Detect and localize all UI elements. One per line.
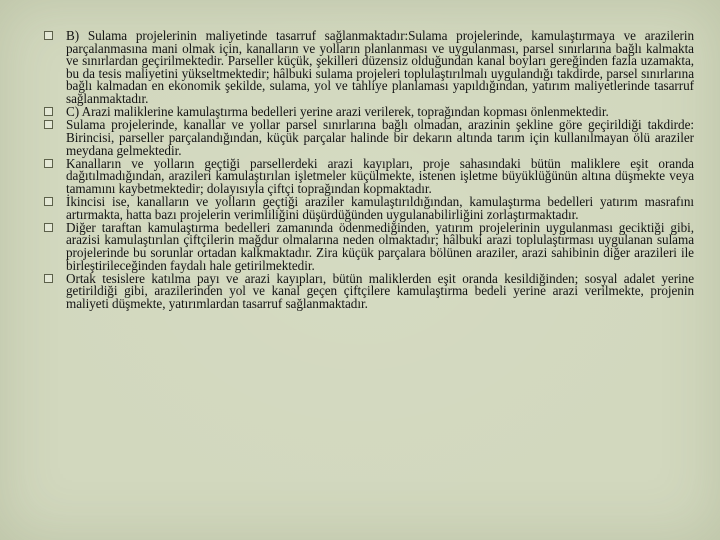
square-bullet-icon	[44, 159, 53, 168]
list-item	[44, 219, 694, 273]
list-item	[44, 196, 694, 221]
bullet-list	[44, 30, 694, 311]
square-bullet-icon	[44, 31, 53, 40]
list-item-text: C) Arazi maliklerine kamulaştırma bedelleri yerine arazi verilerek, toprağından kopması önlenmektedir.	[66, 104, 609, 120]
list-item-text: Kanalların ve yolların geçtiği parsellerdeki arazi kayıpları, proje sahasındaki bütün maliklere eşit oranda dağıtılmadığından, arazileri kamulaştırılan işletmeler küçülmekte, istenen işletme büyüklüğünün altına düşmekte veya tamamını kaybetmektedir; dolayısıyla çiftçi toprağından kopmaktadır.	[66, 155, 694, 196]
list-item-text: Diğer taraftan kamulaştırma bedelleri zamanında ödenmediğinden, yatırım projelerinin uygulanması geciktiği gibi, arazisi kamulaştırılan çiftçilerin mağdur olmalarına neden olmaktadır; hâlbuki arazi toplulaştırması uygulanan sulama projelerinde bu sorunlar ortadan kalkmaktadır. Zira küçük parçalara bölünen araziler, arazi sahibinin diğer arazileri ile birleştirileceğinden faydalı hale getirilmektedir.	[66, 219, 694, 273]
list-item-text: B) Sulama projelerinin maliyetinde tasarruf sağlanmaktadır:Sulama projelerinde, kamulaştırmaya ve arazilerin parçalanmasına mani olmak için, kanalların ve yolların planlanması ve uygulanması, parsel sınırlarına bağlı kalmakta ve sınırlardan geçirilmektedir. Parseller küçük, şekilleri düzensiz olduğundan kanal boyları gereğinden fazla uzamakta, bu da tesis maliyetini yükseltmektedir; hâlbuki sulama projeleri toplulaştırılmalı uygulandığı takdirde, parsel sınırlarına bağlı kalmadan en ekonomik şekilde, sulama, yol ve tahliye planlaması yapıldığından, yatırım maliyetlerinde tasarruf sağlanmaktadır.	[66, 28, 694, 106]
square-bullet-icon	[44, 274, 53, 283]
square-bullet-icon	[44, 120, 53, 129]
list-item-text: Sulama projelerinde, kanallar ve yollar parsel sınırlarına bağlı olmadan, arazinin şekline göre geçirildiği takdirde: Birincisi, parseller parçalandığından, küçük parçalar halinde bir dekarın altında tarım için kullanılmayan ölü araziler meydana gelmektedir.	[66, 117, 694, 158]
list-item-text: Ortak tesislere katılma payı ve arazi kayıpları, bütün maliklerden eşit oranda kesildiğinden; sosyal adalet yerine getirildiği gibi, arazilerinden yol ve kanal geçen çiftçilere kamulaştırma bedeli yerine arazi verilmekte, projenin maliyeti düşmekte, yatırımlardan tasarruf sağlanmaktadır.	[66, 270, 694, 312]
square-bullet-icon	[44, 223, 53, 232]
list-item-text: İkincisi ise, kanalların ve yolların geçtiği araziler kamulaştırıldığından, kamulaştırma bedelleri yatırım masrafını artırmakta, hatta bazı projelerin verimliliğini düşürdüğünden uygulanabilirliğini zorlaştırmaktadır.	[66, 194, 694, 222]
list-item	[44, 30, 694, 106]
list-item	[44, 155, 694, 196]
square-bullet-icon	[44, 107, 53, 116]
square-bullet-icon	[44, 197, 53, 206]
list-item	[44, 119, 694, 157]
list-item	[44, 270, 694, 312]
